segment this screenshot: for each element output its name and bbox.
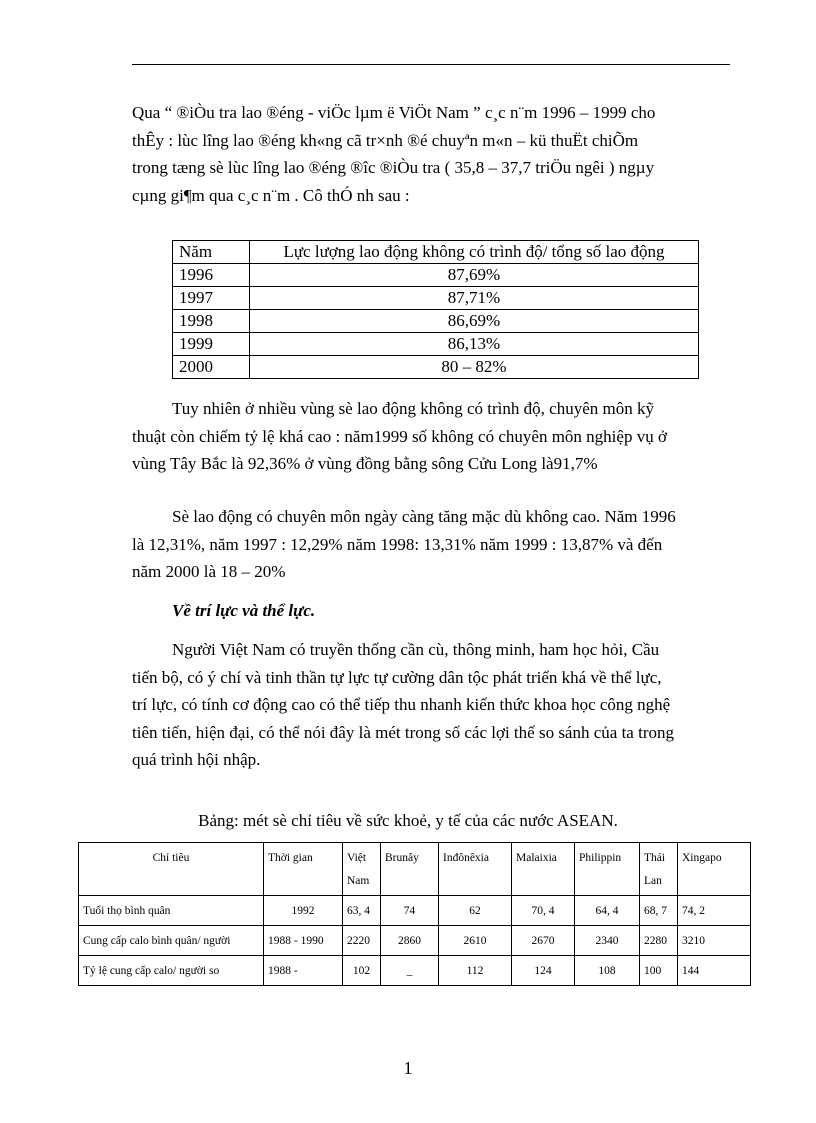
indicator-cell: Tỷ lệ cung cấp calo/ người so: [79, 956, 264, 986]
share-cell: 87,71%: [250, 287, 699, 310]
indicator-cell: Tuổi thọ bình quân: [79, 896, 264, 926]
value-cell: 70, 4: [512, 896, 575, 926]
table-row: [79, 956, 751, 986]
vietnam-header: Việt Nam: [343, 843, 381, 896]
intro-line-4: cµng gi¶m qua c¸c n¨m . Cô thÓ nh sau :: [132, 185, 410, 205]
indicator-header: Chỉ tiêu: [79, 843, 264, 896]
value-cell: 2670: [512, 926, 575, 956]
value-cell: 68, 7: [640, 896, 678, 926]
year-header: Năm: [173, 241, 250, 264]
regional-line-3: vùng Tây Bắc là 92,36% ở vùng đồng bằng sông Cửu Long là91,7%: [132, 454, 598, 473]
period-cell: 1992: [264, 896, 343, 926]
year-cell: 2000: [173, 356, 250, 379]
regional-paragraph: [132, 395, 730, 478]
value-cell: 144: [678, 956, 751, 986]
strengths-paragraph: [132, 636, 730, 774]
share-header: Lực lượng lao động không có trình độ/ tổng số lao động: [250, 241, 699, 264]
period-cell: 1988 - 1990: [264, 926, 343, 956]
value-cell: 74, 2: [678, 896, 751, 926]
value-cell: 2340: [575, 926, 640, 956]
brunei-header: Brunây: [381, 843, 439, 896]
value-cell: 100: [640, 956, 678, 986]
share-cell: 80 – 82%: [250, 356, 699, 379]
table-row: [79, 896, 751, 926]
table-caption: Bảng: mét sè chỉ tiêu về sức khoẻ, y tế của các nước ASEAN.: [198, 811, 618, 830]
value-cell: 108: [575, 956, 640, 986]
philippines-header: Philippin: [575, 843, 640, 896]
singapore-header: Xingapo: [678, 843, 751, 896]
table-row: [173, 264, 699, 287]
value-cell: 64, 4: [575, 896, 640, 926]
share-cell: 87,69%: [250, 264, 699, 287]
share-cell: 86,69%: [250, 310, 699, 333]
strengths-line-5: quá trình hội nhập.: [132, 750, 261, 769]
value-cell: _: [381, 956, 439, 986]
intro-line-2: thÊy : lùc lîng lao ®éng kh«ng cã tr×nh ®é chuyªn m«n – kü thuËt chiÕm: [132, 130, 639, 150]
asean-health-table: [78, 842, 751, 986]
value-cell: 2280: [640, 926, 678, 956]
header-rule: [132, 64, 730, 65]
value-cell: 2860: [381, 926, 439, 956]
indonesia-header: Inđônêxia: [439, 843, 512, 896]
malaysia-header: Malaixia: [512, 843, 575, 896]
value-cell: 62: [439, 896, 512, 926]
value-cell: 112: [439, 956, 512, 986]
table-row: [173, 310, 699, 333]
table-row: [173, 333, 699, 356]
year-cell: 1996: [173, 264, 250, 287]
trained-line-3: năm 2000 là 18 – 20%: [132, 562, 286, 581]
year-cell: 1999: [173, 333, 250, 356]
table-header-row: [173, 241, 699, 264]
untrained-labor-table: [172, 240, 699, 379]
table-row: [173, 287, 699, 310]
strengths-line-3: trí lực, có tính cơ động cao có thể tiếp thu nhanh kiến thức khoa học công nghệ: [132, 695, 671, 714]
thailand-header: Thái Lan: [640, 843, 678, 896]
table-row: [173, 356, 699, 379]
value-cell: 124: [512, 956, 575, 986]
period-header: Thời gian: [264, 843, 343, 896]
table-header-row: [79, 843, 751, 896]
share-cell: 86,13%: [250, 333, 699, 356]
regional-line-2: thuật còn chiếm tỷ lệ khá cao : năm1999 số không có chuyên môn nghiệp vụ ở: [132, 426, 667, 446]
page-number: 1: [403, 1058, 413, 1078]
year-cell: 1997: [173, 287, 250, 310]
value-cell: 63, 4: [343, 896, 381, 926]
intro-line-3: trong tæng sè lùc lîng lao ®éng ®îc ®iÒu tra ( 35,8 – 37,7 triÖu ngêi ) ngµy: [132, 158, 655, 177]
regional-line-1: Tuy nhiên ở nhiều vùng sè lao động không có trình độ, chuyên môn kỹ: [172, 399, 654, 418]
value-cell: 74: [381, 896, 439, 926]
trained-labor-paragraph: [132, 503, 730, 586]
strengths-line-1: Người Việt Nam có truyền thống cần cù, thông minh, ham học hỏi, Cầu: [172, 640, 660, 659]
indicator-cell: Cung cấp calo bình quân/ người: [79, 926, 264, 956]
intro-line-1: Qua “ ®iÒu tra lao ®éng - viÖc lµm ë ViÖt Nam ” c¸c n¨m 1996 – 1999 cho: [132, 103, 656, 122]
trained-line-2: là 12,31%, năm 1997 : 12,29% năm 1998: 13,31% năm 1999 : 13,87% và đến: [132, 534, 663, 554]
value-cell: 2610: [439, 926, 512, 956]
value-cell: 102: [343, 956, 381, 986]
section-heading: Về trí lực và thể lực.: [172, 601, 316, 620]
value-cell: 3210: [678, 926, 751, 956]
strengths-line-2: tiến bộ, có ý chí và tinh thần tự lực tự cường dân tộc phát triển khá về thể lực,: [132, 667, 662, 687]
strengths-line-4: tiên tiến, hiện đại, có thể nói đây là mét trong số các lợi thế so sánh của ta trong: [132, 722, 674, 742]
value-cell: 2220: [343, 926, 381, 956]
trained-line-1: Sè lao động có chuyên môn ngày càng tăng mặc dù không cao. Năm 1996: [172, 507, 676, 526]
period-cell: 1988 -: [264, 956, 343, 986]
table-row: [79, 926, 751, 956]
year-cell: 1998: [173, 310, 250, 333]
intro-paragraph: [132, 99, 730, 209]
